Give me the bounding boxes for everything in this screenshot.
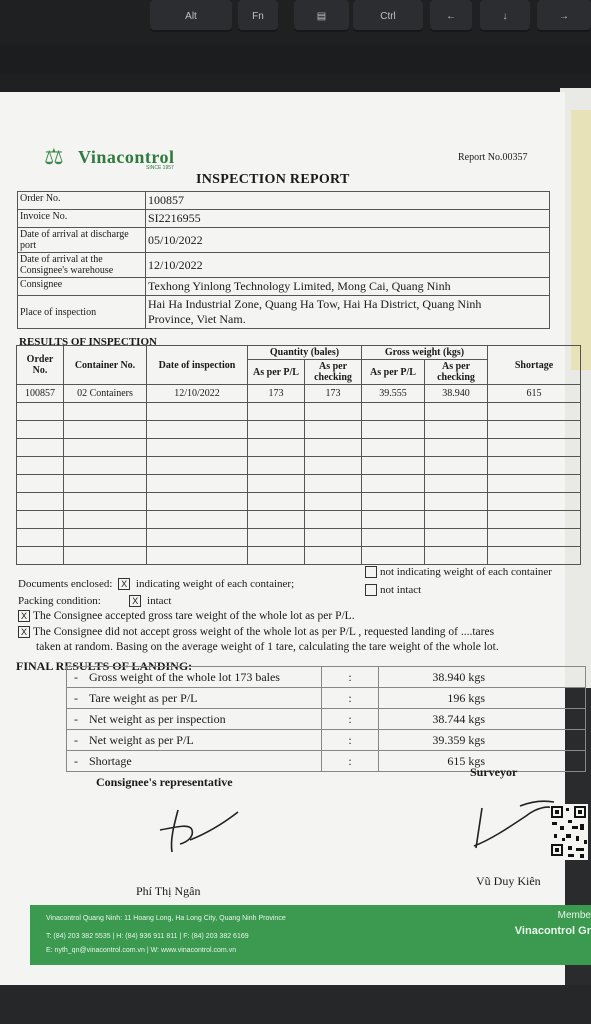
final-label: Shortage — [85, 751, 322, 772]
table-cell — [147, 421, 248, 439]
footer-contacts: E: nyth_qn@vinacontrol.com.vn | W: www.vinacontrol.com.vn — [46, 947, 237, 954]
footer-group: Vinacontrol Gr — [514, 925, 591, 937]
table-cell — [17, 493, 64, 511]
table-cell — [17, 403, 64, 421]
final-label: Gross weight of the whole lot 173 bales — [85, 667, 322, 688]
arrival-port-label: Date of arrival at discharge port — [18, 228, 146, 253]
table-row — [17, 475, 581, 493]
table-cell — [64, 493, 147, 511]
table-cell — [64, 457, 147, 475]
packing-label: Packing condition: — [18, 595, 101, 607]
not-accepted-line-2: taken at random. Basing on the average weight of 1 tare, calculating the tare weight of the whole lot. — [36, 641, 499, 653]
table-cell — [425, 457, 488, 475]
footer-member: Membe — [557, 910, 591, 921]
final-colon: : — [322, 730, 379, 751]
final-value: 615 kgs — [379, 751, 586, 772]
final-colon: : — [322, 688, 379, 709]
table-cell — [248, 475, 305, 493]
table-cell — [425, 475, 488, 493]
table-cell — [17, 421, 64, 439]
footer-address: Vinacontrol Quang Ninh: 11 Hoang Long, Ha Long City, Quang Ninh Province — [46, 915, 286, 922]
results-title: RESULTS OF INSPECTION — [19, 336, 157, 348]
consignee-value: Texhong Yinlong Technology Limited, Mong Cai, Quang Ninh — [146, 278, 550, 296]
final-value: 196 kgs — [379, 688, 586, 709]
accepted-text: The Consignee accepted gross tare weight of the whole lot as per P/L. — [33, 610, 355, 622]
final-results-table — [66, 666, 586, 772]
not-accepted-text: The Consignee did not accept gross weight of the whole lot as per P/L , requested landing of ....tares — [33, 626, 495, 638]
documents-enclosed-line — [18, 578, 294, 590]
not-accepted-checkbox: X — [18, 626, 30, 638]
table-cell — [248, 511, 305, 529]
place-label: Place of inspection — [18, 296, 146, 329]
table-cell — [64, 529, 147, 547]
table-cell: 615 — [488, 385, 581, 403]
arrival-warehouse-label: Date of arrival at the Consignee's warehouse — [18, 253, 146, 278]
col-shortage: Shortage — [488, 346, 581, 385]
table-cell — [248, 439, 305, 457]
final-dash: - — [67, 751, 86, 772]
table-cell — [64, 547, 147, 565]
table-cell — [248, 457, 305, 475]
invoice-label: Invoice No. — [18, 210, 146, 228]
left-arrow-key: ← — [430, 0, 472, 32]
packing-text: intact — [147, 595, 172, 607]
table-cell — [147, 529, 248, 547]
col-qty-as-per-checking: As per checking — [305, 360, 362, 385]
table-cell — [362, 475, 425, 493]
table-cell — [425, 493, 488, 511]
table-cell — [64, 403, 147, 421]
table-cell — [17, 511, 64, 529]
place-line-2: Province, Viet Nam. — [148, 312, 246, 326]
table-cell — [305, 475, 362, 493]
table-cell — [248, 547, 305, 565]
place-line-1: Hai Ha Industrial Zone, Quang Ha Tow, Hai Ha District, Quang Ninh — [148, 297, 482, 311]
packing-condition-line — [18, 595, 171, 607]
documents-alt-checkbox — [365, 566, 377, 578]
accepted-checkbox: X — [18, 610, 30, 622]
arrival-port-value: 05/10/2022 — [146, 228, 550, 253]
packing-alt-line — [362, 584, 421, 596]
col-quantity: Quantity (bales) — [248, 346, 362, 360]
final-row — [67, 730, 586, 751]
table-cell — [425, 403, 488, 421]
table-row — [17, 493, 581, 511]
packing-checkbox: X — [129, 595, 141, 607]
consignee-rep-name: Phí Thị Ngân — [136, 884, 201, 898]
documents-alt-line — [362, 566, 552, 578]
table-cell — [425, 439, 488, 457]
final-results-body — [67, 667, 586, 772]
table-row — [17, 511, 581, 529]
final-row — [67, 667, 586, 688]
col-gw-as-per-checking: As per checking — [425, 360, 488, 385]
table-cell — [305, 457, 362, 475]
results-table — [16, 345, 581, 565]
table-cell — [305, 421, 362, 439]
table-cell — [305, 529, 362, 547]
table-cell — [17, 547, 64, 565]
final-dash: - — [67, 709, 86, 730]
keyboard — [0, 0, 591, 95]
table-cell: 100857 — [17, 385, 64, 403]
table-cell — [248, 421, 305, 439]
packing-alt-checkbox — [365, 584, 377, 596]
table-cell — [17, 457, 64, 475]
col-date-of-inspection: Date of inspection — [147, 346, 248, 385]
table-cell — [488, 439, 581, 457]
table-row — [17, 457, 581, 475]
final-dash: - — [67, 688, 86, 709]
desk-surface — [0, 985, 591, 1024]
col-order-no: Order No. — [17, 346, 64, 385]
keyboard-edge — [0, 44, 591, 74]
footer-phones: T: (84) 203 382 5535 | H: (84) 936 911 811 | F: (84) 203 382 6169 — [46, 933, 249, 940]
table-cell — [362, 547, 425, 565]
table-cell — [248, 403, 305, 421]
final-value: 38.940 kgs — [379, 667, 586, 688]
logo-text: Vinacontrol — [78, 146, 175, 167]
table-cell — [362, 421, 425, 439]
table-cell — [362, 403, 425, 421]
down-arrow-key: ↓ — [480, 0, 530, 32]
table-cell — [425, 529, 488, 547]
surveyor-signature — [470, 796, 560, 856]
scales-icon: ⚖ — [44, 144, 64, 169]
invoice-value: SI2216955 — [146, 210, 550, 228]
table-cell — [305, 439, 362, 457]
documents-checkbox: X — [118, 578, 130, 590]
alt-key: Alt — [150, 0, 232, 32]
table-cell — [305, 493, 362, 511]
table-cell — [362, 439, 425, 457]
table-row — [17, 421, 581, 439]
table-cell — [362, 529, 425, 547]
table-cell — [147, 475, 248, 493]
table-row — [17, 385, 581, 403]
final-row — [67, 709, 586, 730]
surveyor-name: Vũ Duy Kiên — [476, 874, 541, 888]
documents-alt-text: not indicating weight of each container — [380, 566, 552, 578]
table-cell — [305, 403, 362, 421]
qr-code-icon — [550, 804, 588, 860]
table-cell — [305, 511, 362, 529]
table-cell: 12/10/2022 — [147, 385, 248, 403]
table-row — [17, 547, 581, 565]
packing-alt-text: not intact — [380, 584, 422, 596]
surveyor-label: Surveyor — [470, 765, 518, 779]
final-dash: - — [67, 730, 86, 751]
table-cell — [488, 475, 581, 493]
table-cell — [362, 511, 425, 529]
table-cell — [305, 547, 362, 565]
table-cell — [488, 493, 581, 511]
place-value — [146, 296, 550, 329]
table-cell — [64, 511, 147, 529]
logo-since: SINCE 1957 — [146, 165, 174, 171]
table-cell — [425, 421, 488, 439]
order-no-value: 100857 — [146, 192, 550, 210]
order-no-label: Order No. — [18, 192, 146, 210]
table-cell — [488, 421, 581, 439]
final-label: Tare weight as per P/L — [85, 688, 322, 709]
final-dash: - — [67, 667, 86, 688]
table-cell — [488, 403, 581, 421]
table-cell — [17, 439, 64, 457]
table-row — [17, 529, 581, 547]
ctrl-key: Ctrl — [353, 0, 423, 32]
table-cell — [147, 457, 248, 475]
table-cell — [17, 475, 64, 493]
menu-key: ▤ — [294, 0, 349, 32]
table-cell — [147, 511, 248, 529]
consignee-rep-label: Consignee's representative — [96, 775, 233, 789]
table-cell — [64, 475, 147, 493]
documents-text: indicating weight of each container; — [135, 578, 295, 590]
yellow-note-edge — [571, 110, 591, 370]
info-table — [17, 191, 550, 329]
col-gross-weight: Gross weight (kgs) — [362, 346, 488, 360]
final-results-title: FINAL RESULTS OF LANDING: — [16, 659, 193, 673]
table-cell: 39.555 — [362, 385, 425, 403]
table-cell — [488, 547, 581, 565]
table-cell: 38.940 — [425, 385, 488, 403]
table-row — [17, 403, 581, 421]
table-cell: 02 Containers — [64, 385, 147, 403]
final-value: 39.359 kgs — [379, 730, 586, 751]
col-gw-as-per-pl: As per P/L — [362, 360, 425, 385]
table-cell — [488, 511, 581, 529]
final-colon: : — [322, 751, 379, 772]
table-cell — [248, 529, 305, 547]
table-cell: 173 — [305, 385, 362, 403]
report-number: Report No.00357 — [458, 152, 528, 163]
table-cell — [147, 403, 248, 421]
table-cell — [362, 493, 425, 511]
table-cell — [147, 547, 248, 565]
consignee-signature — [150, 800, 250, 860]
table-cell — [425, 511, 488, 529]
table-cell — [17, 529, 64, 547]
footer — [30, 905, 591, 965]
documents-label: Documents enclosed: — [18, 578, 113, 590]
right-arrow-key: → — [537, 0, 591, 32]
table-cell — [64, 439, 147, 457]
not-accepted-line — [15, 626, 494, 638]
table-cell — [488, 457, 581, 475]
final-label: Net weight as per inspection — [85, 709, 322, 730]
table-row — [17, 439, 581, 457]
table-cell — [147, 493, 248, 511]
final-row — [67, 688, 586, 709]
table-cell — [425, 547, 488, 565]
arrival-warehouse-value: 12/10/2022 — [146, 253, 550, 278]
table-cell — [488, 529, 581, 547]
page-title: INSPECTION REPORT — [196, 172, 350, 187]
col-qty-as-per-pl: As per P/L — [248, 360, 305, 385]
results-body — [17, 385, 581, 565]
table-cell: 173 — [248, 385, 305, 403]
final-label: Net weight as per P/L — [85, 730, 322, 751]
table-cell — [64, 421, 147, 439]
table-cell — [248, 493, 305, 511]
final-colon: : — [322, 709, 379, 730]
consignee-label: Consignee — [18, 278, 146, 296]
table-cell — [147, 439, 248, 457]
fn-key: Fn — [238, 0, 278, 32]
table-cell — [362, 457, 425, 475]
accepted-line — [15, 610, 355, 622]
final-value: 38.744 kgs — [379, 709, 586, 730]
col-container-no: Container No. — [64, 346, 147, 385]
final-colon: : — [322, 667, 379, 688]
